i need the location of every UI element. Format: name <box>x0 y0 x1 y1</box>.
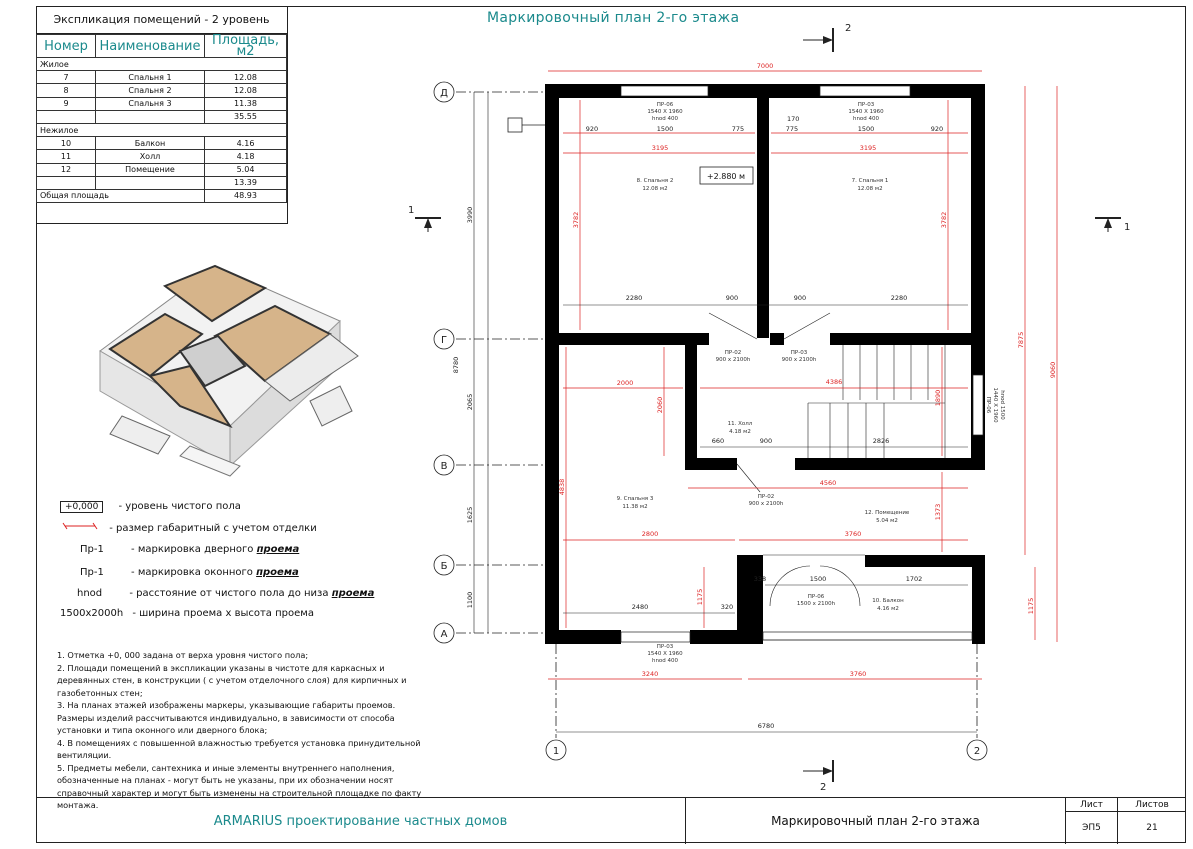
svg-text:4838: 4838 <box>558 478 566 496</box>
axis-col-2: 2 <box>973 746 981 757</box>
axis-row-D: Д <box>440 88 448 99</box>
table-row: 7 Спальня 1 12.08 <box>37 71 287 84</box>
svg-text:660: 660 <box>711 437 725 445</box>
svg-text:2065: 2065 <box>466 393 474 411</box>
svg-text:3782: 3782 <box>572 211 580 229</box>
table-row: 9 Спальня 3 11.38 <box>37 97 287 110</box>
svg-text:900 х 2100h: 900 х 2100h <box>781 357 817 363</box>
svg-text:11.38 м2: 11.38 м2 <box>622 504 648 510</box>
opening-label: ПР-03 <box>857 102 875 108</box>
svg-text:12.08 м2: 12.08 м2 <box>642 186 668 192</box>
section-marker-1-right <box>1095 218 1130 233</box>
svg-text:1500: 1500 <box>809 575 827 583</box>
svg-text:1: 1 <box>1124 222 1131 233</box>
room-label: 9. Спальня 3 <box>616 496 654 502</box>
sheets-label: Листов <box>1118 798 1186 812</box>
svg-text:1175: 1175 <box>696 588 704 606</box>
svg-text:1440 Х 1960: 1440 Х 1960 <box>992 387 998 423</box>
svg-text:2: 2 <box>845 23 852 34</box>
svg-text:4.18 м2: 4.18 м2 <box>729 429 751 435</box>
svg-text:3240: 3240 <box>641 670 659 678</box>
svg-text:1373: 1373 <box>934 503 942 521</box>
svg-text:1540 Х 1960: 1540 Х 1960 <box>848 109 884 115</box>
svg-text:920: 920 <box>585 125 599 133</box>
level-mark: +2.880 м <box>706 172 746 181</box>
plan-title: Маркировочный план 2-го этажа <box>487 10 740 26</box>
svg-text:3195: 3195 <box>859 144 877 152</box>
section-marker-1-left <box>408 205 441 232</box>
legend-level: +0,000 - уровень чистого пола <box>60 501 241 513</box>
svg-text:900 х 2100h: 900 х 2100h <box>715 357 751 363</box>
total-row: Общая площадь 48.93 <box>37 189 287 202</box>
table-row: 12 Помещение 5.04 <box>37 163 287 176</box>
note-1: 1. Отметка +0, 000 задана от верха уровня чистого пола; <box>57 650 309 660</box>
header-number: Номер <box>37 35 96 58</box>
svg-text:3760: 3760 <box>849 670 867 678</box>
svg-text:2280: 2280 <box>625 294 643 302</box>
table-row: 8 Спальня 2 12.08 <box>37 84 287 97</box>
svg-text:2826: 2826 <box>872 437 890 445</box>
svg-text:2060: 2060 <box>656 396 664 414</box>
svg-text:338: 338 <box>753 575 767 583</box>
legend-size: 1500х2000h - ширина проема х высота проема <box>60 608 314 619</box>
svg-text:hnod 400: hnod 400 <box>651 116 679 122</box>
room-label: 11. Холл <box>727 421 753 427</box>
svg-text:8780: 8780 <box>452 356 460 374</box>
svg-text:900: 900 <box>725 294 739 302</box>
note-4: 4. В помещениях с повышенной влажностью требуется установка принудительной вентиляции. <box>57 737 421 760</box>
legend-window: Пр-1 - маркировка оконного проема <box>80 567 299 578</box>
opening-label: ПР-06 <box>656 102 674 108</box>
table-row: 10 Балкон 4.16 <box>37 137 287 150</box>
svg-text:900 х 2100h: 900 х 2100h <box>748 501 784 507</box>
svg-text:1702: 1702 <box>905 575 923 583</box>
svg-text:1500 х 2100h: 1500 х 2100h <box>796 601 836 607</box>
table-row: 11 Холл 4.18 <box>37 150 287 163</box>
header-name: Наименование <box>96 35 205 58</box>
svg-text:5.04 м2: 5.04 м2 <box>876 518 898 524</box>
svg-text:1500: 1500 <box>656 125 674 133</box>
svg-text:1625: 1625 <box>466 506 474 524</box>
svg-text:hnod 400: hnod 400 <box>651 658 679 664</box>
svg-text:7000: 7000 <box>756 62 774 70</box>
group-row-living: Жилое <box>37 58 287 71</box>
note-2: 2. Площади помещений в экспликации указаны в чистоте для каркасных и деревянных стен, в конструкции ( с учетом отделочного слоя) для кирпичных и газобетонных стен; <box>57 662 407 698</box>
group-row-nonliving: Нежилое <box>37 123 287 136</box>
svg-text:2: 2 <box>820 782 827 793</box>
subtotal-row: 35.55 <box>37 110 287 123</box>
svg-text:hnod 400: hnod 400 <box>852 116 880 122</box>
room-label: 10. Балкон <box>872 598 904 604</box>
axis-row-G: Г <box>440 335 448 346</box>
section-marker-2-bottom <box>803 760 833 793</box>
svg-text:1540 Х 1960: 1540 Х 1960 <box>647 651 683 657</box>
svg-text:1175: 1175 <box>1027 597 1035 615</box>
svg-text:170: 170 <box>787 115 800 123</box>
header-area: Площадь, м2 <box>205 35 287 58</box>
svg-text:775: 775 <box>785 125 799 133</box>
axis-row-A: А <box>440 629 448 640</box>
svg-text:4560: 4560 <box>819 479 837 487</box>
axis-row-B: Б <box>440 561 448 572</box>
title-block <box>36 797 1186 844</box>
subtotal-row: 13.39 <box>37 176 287 189</box>
sheet-value: ЭП5 <box>1066 812 1118 844</box>
svg-text:320: 320 <box>720 603 734 611</box>
sheet-label: Лист <box>1066 798 1118 812</box>
svg-text:1540 Х 1960: 1540 Х 1960 <box>647 109 683 115</box>
svg-text:7875: 7875 <box>1017 331 1025 349</box>
svg-text:900: 900 <box>793 294 807 302</box>
opening-label: ПР-03 <box>656 644 674 650</box>
section-marker-2-top <box>803 23 851 52</box>
room-label: 7. Спальня 1 <box>851 178 889 184</box>
svg-text:4.16 м2: 4.16 м2 <box>877 606 899 612</box>
svg-text:1890: 1890 <box>934 389 942 407</box>
opening-label: ПР-02 <box>757 494 775 500</box>
svg-text:9060: 9060 <box>1049 361 1057 379</box>
opening-label: ПР-06 <box>985 396 991 414</box>
svg-text:1100: 1100 <box>466 591 474 609</box>
note-3: 3. На планах этажей изображены маркеры, указывающие габариты проемов. Размеры изделий рассчитываются индивидуально, в зависимости от способа установки и типа оконного или дверного блока; <box>57 700 396 735</box>
opening-label: ПР-02 <box>724 350 742 356</box>
room-label: 8. Спальня 2 <box>636 178 674 184</box>
svg-text:3990: 3990 <box>466 206 474 224</box>
svg-text:900: 900 <box>759 437 773 445</box>
svg-text:2800: 2800 <box>641 530 659 538</box>
svg-text:4386: 4386 <box>825 378 843 386</box>
opening-label: ПР-03 <box>790 350 808 356</box>
svg-text:2280: 2280 <box>890 294 908 302</box>
svg-text:3195: 3195 <box>651 144 669 152</box>
svg-text:2000: 2000 <box>616 379 634 387</box>
svg-text:3760: 3760 <box>844 530 862 538</box>
svg-text:2480: 2480 <box>631 603 649 611</box>
svg-text:12.08 м2: 12.08 м2 <box>857 186 883 192</box>
sheets-value: 21 <box>1146 823 1158 833</box>
note-5: 5. Предметы мебели, сантехника и иные элементы внутреннего наполнения, обозначенные на планах - могут быть не указаны, при их обозначении носят справочный характер и могут быть изменены на строительной площадке по факту монтажа. <box>57 762 422 810</box>
svg-text:3782: 3782 <box>940 211 948 229</box>
svg-text:920: 920 <box>930 125 944 133</box>
opening-label: ПР-06 <box>807 594 825 600</box>
svg-text:1: 1 <box>408 205 415 216</box>
sheet-name: Маркировочный план 2-го этажа <box>686 798 1066 844</box>
svg-text:hnod 1500: hnod 1500 <box>999 390 1005 420</box>
company-name: ARMARIUS проектирование частных домов <box>36 798 686 844</box>
legend-door: Пр-1 - маркировка дверного проема <box>80 544 300 555</box>
explication-title: Экспликация помещений - 2 уровень <box>36 6 287 34</box>
svg-text:1500: 1500 <box>857 125 875 133</box>
axis-row-V: В <box>440 461 448 472</box>
axis-col-1: 1 <box>552 746 560 757</box>
room-label: 12. Помещение <box>864 510 910 516</box>
legend-hnod: hnod - расстояние от чистого пола до низа проема <box>77 588 375 599</box>
legend-dimension: - размер габаритный с учетом отделки <box>60 521 317 534</box>
svg-text:775: 775 <box>731 125 745 133</box>
svg-text:6780: 6780 <box>757 722 775 730</box>
